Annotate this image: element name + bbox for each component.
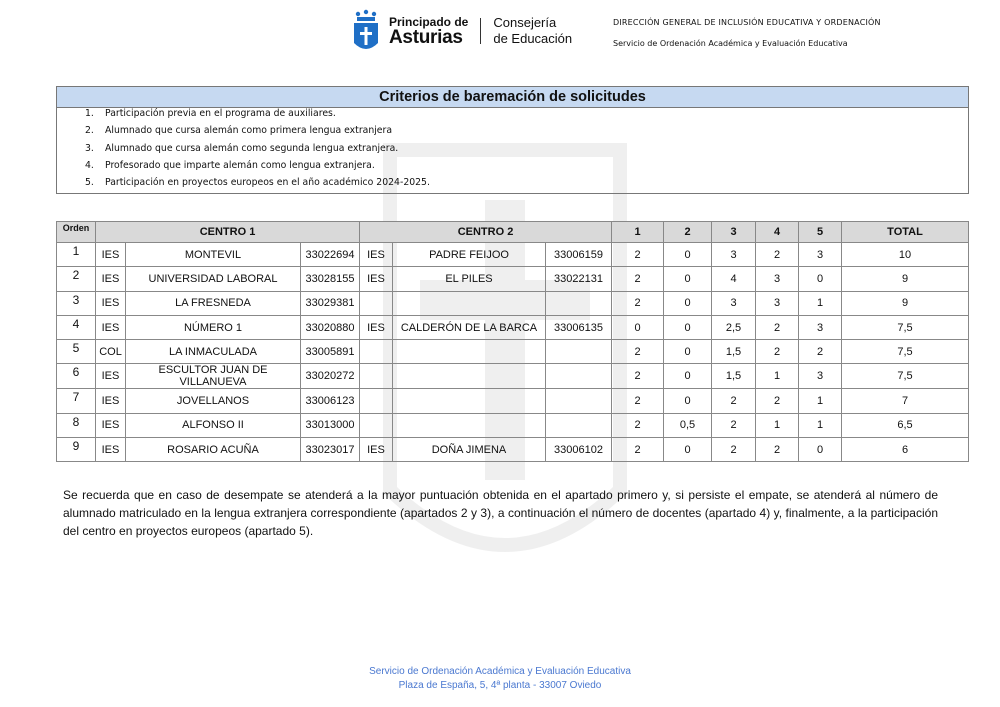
consejeria-line1: Consejería [493, 15, 557, 30]
cell-p5: 0 [799, 438, 842, 462]
col-orden: Orden [57, 222, 96, 243]
cell-p3: 1,5 [712, 364, 756, 389]
cell-codigo1: 33013000 [301, 413, 360, 437]
cell-p2: 0,5 [664, 413, 712, 437]
table-row [57, 389, 969, 413]
cell-p2: 0 [664, 267, 712, 291]
cell-p1: 0 [612, 315, 664, 339]
cell-p3: 4 [712, 267, 756, 291]
cell-total: 9 [842, 291, 969, 315]
cell-orden: 2 [57, 267, 96, 291]
col-1: 1 [612, 222, 664, 243]
col-3: 3 [712, 222, 756, 243]
cell-tipo1: IES [96, 267, 126, 291]
org-line1: Principado de [389, 14, 469, 29]
org-line2: Asturias [389, 26, 463, 48]
cell-p5: 0 [799, 267, 842, 291]
tiebreak-note: Se recuerda que en caso de desempate se atenderá a la mayor puntuación obtenida en el apartado primero y, si persiste el empate, se atenderá al número de alumnado matriculado en la lengua extranjera correspondiente (apartados 2 y 3), a continuación el número de docentes (apartado 4) y, finalmente, a la participación del centro en proyectos europeos (apartado 5). [63, 488, 938, 538]
criteria-text: Alumnado que cursa alemán como primera lengua extranjera [105, 125, 393, 137]
criteria-item [85, 125, 393, 142]
cell-p3: 3 [712, 243, 756, 267]
criteria-number: 2. [85, 125, 94, 137]
cell-tipo1: IES [96, 315, 126, 339]
cell-total: 6,5 [842, 413, 969, 437]
col-5: 5 [799, 222, 842, 243]
cell-p5: 2 [799, 340, 842, 364]
cell-p4: 2 [756, 438, 799, 462]
cell-codigo1: 33022694 [301, 243, 360, 267]
cell-p2: 0 [664, 315, 712, 339]
table-row [57, 267, 969, 291]
cell-tipo1: IES [96, 291, 126, 315]
cell-p4: 3 [756, 267, 799, 291]
ranking-table [56, 221, 969, 462]
table-row [57, 243, 969, 267]
cell-p1: 2 [612, 413, 664, 437]
criteria-title: Criterios de baremación de solicitudes [57, 87, 968, 108]
cell-p3: 1,5 [712, 340, 756, 364]
cell-nombre2: EL PILES [393, 267, 546, 291]
cell-p1: 2 [612, 291, 664, 315]
cell-nombre1: NÚMERO 1 [126, 315, 301, 339]
cell-orden: 5 [57, 340, 96, 364]
cell-p2: 0 [664, 340, 712, 364]
table-row [57, 413, 969, 437]
col-centro2: CENTRO 2 [360, 222, 612, 243]
cell-nombre1: JOVELLANOS [126, 389, 301, 413]
cell-codigo1: 33020880 [301, 315, 360, 339]
asturias-shield-icon [352, 9, 380, 53]
criteria-number: 5. [85, 177, 94, 189]
cell-p5: 3 [799, 243, 842, 267]
cell-tipo1: COL [96, 340, 126, 364]
cell-codigo2: 33006135 [546, 315, 612, 339]
cell-total: 6 [842, 438, 969, 462]
cell-p4: 2 [756, 389, 799, 413]
cell-nombre2 [393, 364, 546, 389]
criteria-item [85, 159, 375, 177]
cell-codigo2 [546, 364, 612, 389]
cell-p1: 2 [612, 267, 664, 291]
cell-tipo1: IES [96, 413, 126, 437]
cell-tipo2: IES [360, 315, 393, 339]
direccion-general: DIRECCIÓN GENERAL DE INCLUSIÓN EDUCATIVA Y ORDENACIÓN [613, 18, 881, 27]
cell-total: 7,5 [842, 315, 969, 339]
cell-orden: 7 [57, 389, 96, 413]
cell-nombre2 [393, 291, 546, 315]
cell-p3: 2 [712, 438, 756, 462]
cell-p5: 3 [799, 364, 842, 389]
cell-codigo1: 33005891 [301, 340, 360, 364]
cell-codigo2 [546, 413, 612, 437]
cell-codigo2: 33006159 [546, 243, 612, 267]
cell-total: 7 [842, 389, 969, 413]
cell-p5: 1 [799, 291, 842, 315]
divider [480, 18, 481, 44]
cell-p5: 1 [799, 413, 842, 437]
cell-tipo2 [360, 291, 393, 315]
table-row [57, 291, 969, 315]
cell-p1: 2 [612, 438, 664, 462]
cell-codigo2 [546, 291, 612, 315]
criteria-item [85, 177, 430, 194]
cell-tipo2: IES [360, 438, 393, 462]
cell-codigo1: 33020272 [301, 364, 360, 389]
cell-total: 7,5 [842, 340, 969, 364]
cell-p1: 2 [612, 243, 664, 267]
table-row [57, 315, 969, 339]
cell-tipo1: IES [96, 364, 126, 389]
cell-tipo2 [360, 340, 393, 364]
cell-tipo2: IES [360, 243, 393, 267]
cell-p4: 1 [756, 364, 799, 389]
cell-tipo1: IES [96, 389, 126, 413]
table-row [57, 364, 969, 389]
cell-tipo2 [360, 389, 393, 413]
cell-p2: 0 [664, 389, 712, 413]
cell-total: 9 [842, 267, 969, 291]
table-row [57, 438, 969, 462]
criteria-number: 4. [85, 159, 94, 171]
cell-orden: 4 [57, 315, 96, 339]
cell-total: 7,5 [842, 364, 969, 389]
cell-orden: 3 [57, 291, 96, 315]
criteria-box [56, 86, 969, 194]
criteria-text: Participación en proyectos europeos en el año académico 2024-2025. [105, 177, 430, 189]
cell-p5: 3 [799, 315, 842, 339]
cell-nombre2: DOÑA JIMENA [393, 438, 546, 462]
footer-line1: Servicio de Ordenación Académica y Evaluación Educativa [369, 666, 631, 677]
cell-p5: 1 [799, 389, 842, 413]
cell-codigo2: 33006102 [546, 438, 612, 462]
consejeria-line2: de Educación [493, 31, 573, 46]
criteria-item [85, 142, 399, 160]
criteria-number: 1. [85, 108, 94, 119]
criteria-text: Profesorado que imparte alemán como lengua extranjera. [105, 159, 375, 171]
cell-nombre1: LA FRESNEDA [126, 291, 301, 315]
cell-nombre2: PADRE FEIJOO [393, 243, 546, 267]
cell-codigo1: 33006123 [301, 389, 360, 413]
cell-p4: 2 [756, 243, 799, 267]
criteria-text: Alumnado que cursa alemán como segunda lengua extranjera. [105, 142, 399, 154]
cell-p3: 2,5 [712, 315, 756, 339]
cell-codigo1: 33028155 [301, 267, 360, 291]
cell-nombre1: MONTEVIL [126, 243, 301, 267]
cell-p2: 0 [664, 291, 712, 315]
cell-orden: 8 [57, 413, 96, 437]
cell-p3: 2 [712, 389, 756, 413]
cell-p1: 2 [612, 340, 664, 364]
servicio: Servicio de Ordenación Académica y Evaluación Educativa [613, 39, 848, 48]
cell-orden: 6 [57, 364, 96, 389]
cell-p4: 2 [756, 340, 799, 364]
cell-nombre1: LA INMACULADA [126, 340, 301, 364]
cell-orden: 1 [57, 243, 96, 267]
footer [0, 665, 1000, 692]
cell-tipo1: IES [96, 438, 126, 462]
cell-tipo2 [360, 413, 393, 437]
logo [352, 9, 572, 53]
cell-nombre2 [393, 389, 546, 413]
cell-tipo1: IES [96, 243, 126, 267]
cell-codigo2: 33022131 [546, 267, 612, 291]
footer-line2: Plaza de España, 5, 4ª planta - 33007 Oviedo [398, 679, 602, 691]
cell-p4: 2 [756, 315, 799, 339]
cell-codigo2 [546, 340, 612, 364]
cell-p1: 2 [612, 389, 664, 413]
cell-nombre1: UNIVERSIDAD LABORAL [126, 267, 301, 291]
cell-codigo1: 33029381 [301, 291, 360, 315]
criteria-number: 3. [85, 142, 94, 154]
cell-nombre2 [393, 340, 546, 364]
col-total: TOTAL [842, 222, 969, 243]
cell-p2: 0 [664, 438, 712, 462]
cell-nombre2: CALDERÓN DE LA BARCA [393, 315, 546, 339]
cell-nombre1: ALFONSO II [126, 413, 301, 437]
cell-orden: 9 [57, 438, 96, 462]
cell-nombre2 [393, 413, 546, 437]
cell-codigo1: 33023017 [301, 438, 360, 462]
cell-p4: 1 [756, 413, 799, 437]
cell-p3: 3 [712, 291, 756, 315]
cell-tipo2: IES [360, 267, 393, 291]
cell-p1: 2 [612, 364, 664, 389]
table-row [57, 340, 969, 364]
criteria-item [85, 108, 336, 125]
cell-p4: 3 [756, 291, 799, 315]
col-2: 2 [664, 222, 712, 243]
col-centro1: CENTRO 1 [96, 222, 360, 243]
cell-p2: 0 [664, 364, 712, 389]
cell-tipo2 [360, 364, 393, 389]
cell-nombre1: ROSARIO ACUÑA [126, 438, 301, 462]
col-4: 4 [756, 222, 799, 243]
cell-p2: 0 [664, 243, 712, 267]
cell-p3: 2 [712, 413, 756, 437]
cell-codigo2 [546, 389, 612, 413]
cell-total: 10 [842, 243, 969, 267]
cell-nombre1: ESCULTOR JUAN DE VILLANUEVA [126, 364, 301, 389]
criteria-text: Participación previa en el programa de auxiliares. [105, 108, 336, 119]
